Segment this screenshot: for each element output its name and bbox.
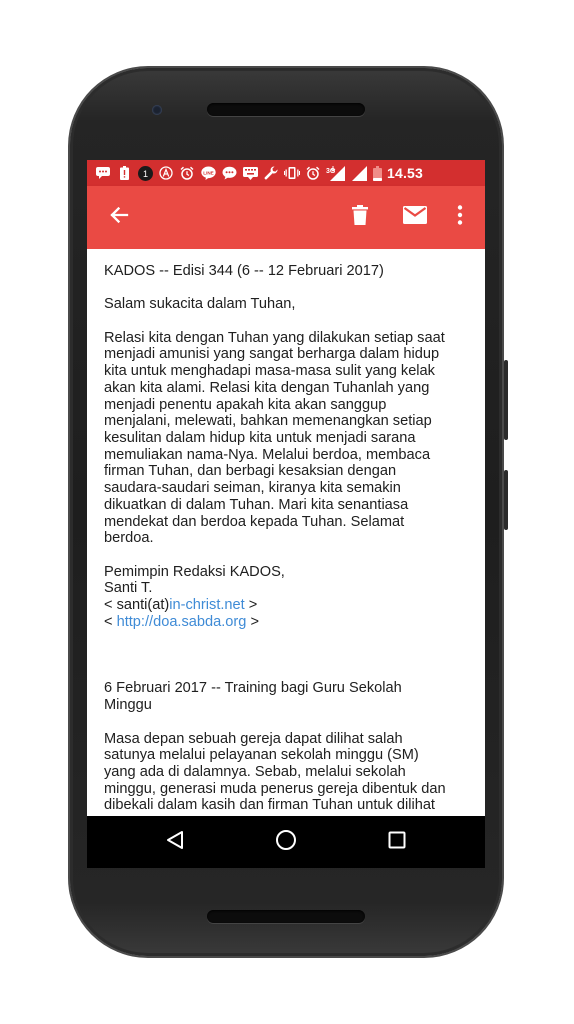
- earpiece-speaker: [207, 103, 365, 116]
- wrench-icon: [263, 165, 279, 181]
- clock-time: 14.53: [387, 165, 424, 181]
- section-title-line: Minggu: [104, 697, 152, 714]
- paragraph-line: yang ada di dalamnya. Sebab, melalui sekolah: [104, 763, 406, 780]
- email-subject-line: KADOS -- Edisi 344 (6 -- 12 Februari 2017): [104, 263, 384, 279]
- keyboard-icon: [242, 165, 258, 181]
- battery-low-icon: [372, 165, 382, 181]
- mail-icon: [403, 206, 427, 229]
- email-text: [104, 263, 476, 816]
- section-title-line: 6 Februari 2017 -- Training bagi Guru Sekolah: [104, 680, 402, 697]
- alarm-icon: [179, 165, 195, 181]
- navigation-bar: [87, 816, 485, 868]
- paragraph-line: satunya melalui pelayanan sekolah minggu (SM): [104, 747, 419, 764]
- section-paragraph: [104, 731, 476, 815]
- more-vertical-icon: [457, 205, 463, 230]
- paragraph-line: menjadi penentu apakah kita akan sanggup: [104, 396, 387, 413]
- paragraph-line: saudara-saudari seiman, kiranya kita semakin: [104, 480, 401, 497]
- email-prefix: < santi(at): [104, 597, 170, 614]
- svg-text:LINE: LINE: [202, 170, 214, 176]
- network-label: 3G: [326, 167, 336, 175]
- status-bar: [87, 160, 485, 186]
- notification-count: 1: [142, 168, 148, 179]
- paragraph-line: kita untuk menghadapi masa-masa sulit yang kelak: [104, 363, 435, 380]
- signature-url: [104, 614, 476, 631]
- arrow-back-icon: [109, 205, 129, 230]
- battery-alert-icon: [116, 165, 132, 181]
- email-suffix: >: [244, 597, 258, 614]
- website-link[interactable]: http://doa.sabda.org: [116, 613, 247, 630]
- chat-bubble-icon: [221, 165, 237, 181]
- power-button: [504, 360, 508, 440]
- paragraph-line: berdoa.: [104, 530, 154, 547]
- paragraph-line: dikuatkan di dalam Tuhan. Mari kita senantiasa: [104, 496, 409, 513]
- delete-button[interactable]: [345, 186, 375, 249]
- url-suffix: >: [246, 613, 259, 630]
- overflow-menu-button[interactable]: [447, 186, 473, 249]
- paragraph-line: memuliakan nama-Nya. Melalui berdoa, membaca: [104, 446, 431, 463]
- line-app-icon: [200, 165, 216, 181]
- paragraph-line: menjalani, melewati, bahkan memenangkan setiap: [104, 413, 432, 430]
- nav-recents-button[interactable]: [367, 816, 427, 868]
- trash-icon: [352, 205, 368, 230]
- vibrate-icon: [284, 165, 300, 181]
- paragraph-line: mendekat dan berdoa kepada Tuhan. Selamat: [104, 513, 405, 530]
- front-camera: [152, 105, 162, 115]
- email-greeting: Salam sukacita dalam Tuhan,: [104, 296, 296, 313]
- email-body[interactable]: [87, 249, 485, 816]
- intro-paragraph: [104, 330, 476, 547]
- volume-button: [504, 470, 508, 530]
- nav-back-button[interactable]: [145, 816, 205, 868]
- signature-block: [104, 564, 476, 631]
- email-link[interactable]: in-christ.net: [169, 597, 245, 614]
- a-circle-icon: [158, 165, 174, 181]
- paragraph-line: dibekali dalam kasih dan firman Tuhan untuk dilihat: [104, 797, 435, 814]
- url-prefix: <: [104, 613, 117, 630]
- network-3g-icon: [326, 165, 346, 181]
- message-icon: [95, 165, 111, 181]
- alarm-icon: [305, 165, 321, 181]
- paragraph-line: menjadi amunisi yang sangat berharga dalam hidup: [104, 346, 440, 363]
- bottom-speaker: [207, 910, 365, 923]
- paragraph-line: akan kita alami. Relasi kita dengan Tuhanlah yang: [104, 379, 430, 396]
- signature-title: Pemimpin Redaksi KADOS,: [104, 563, 285, 580]
- signature-email: [104, 597, 476, 614]
- phone-screen: [87, 160, 485, 868]
- notification-count-icon: [137, 165, 153, 181]
- nav-recents-square-icon: [388, 831, 406, 854]
- nav-home-circle-icon: [275, 829, 297, 856]
- nav-home-button[interactable]: [256, 816, 316, 868]
- signature-name: Santi T.: [104, 580, 153, 597]
- app-toolbar: [87, 186, 485, 249]
- mail-button[interactable]: [397, 186, 433, 249]
- paragraph-line: Relasi kita dengan Tuhan yang dilakukan setiap saat: [104, 329, 445, 346]
- paragraph-line: Masa depan sebuah gereja dapat dilihat salah: [104, 730, 403, 747]
- paragraph-line: minggu, generasi muda penerus gereja dibentuk dan: [104, 780, 446, 797]
- section-title: [104, 680, 476, 713]
- back-button[interactable]: [101, 186, 137, 249]
- nav-back-triangle-icon: [166, 830, 184, 855]
- signal-icon: [351, 165, 367, 181]
- paragraph-line: kesulitan dalam hidup kita untuk menjadi sarana: [104, 430, 416, 446]
- paragraph-line: firman Tuhan, dan berbagi kesaksian dengan: [104, 463, 397, 480]
